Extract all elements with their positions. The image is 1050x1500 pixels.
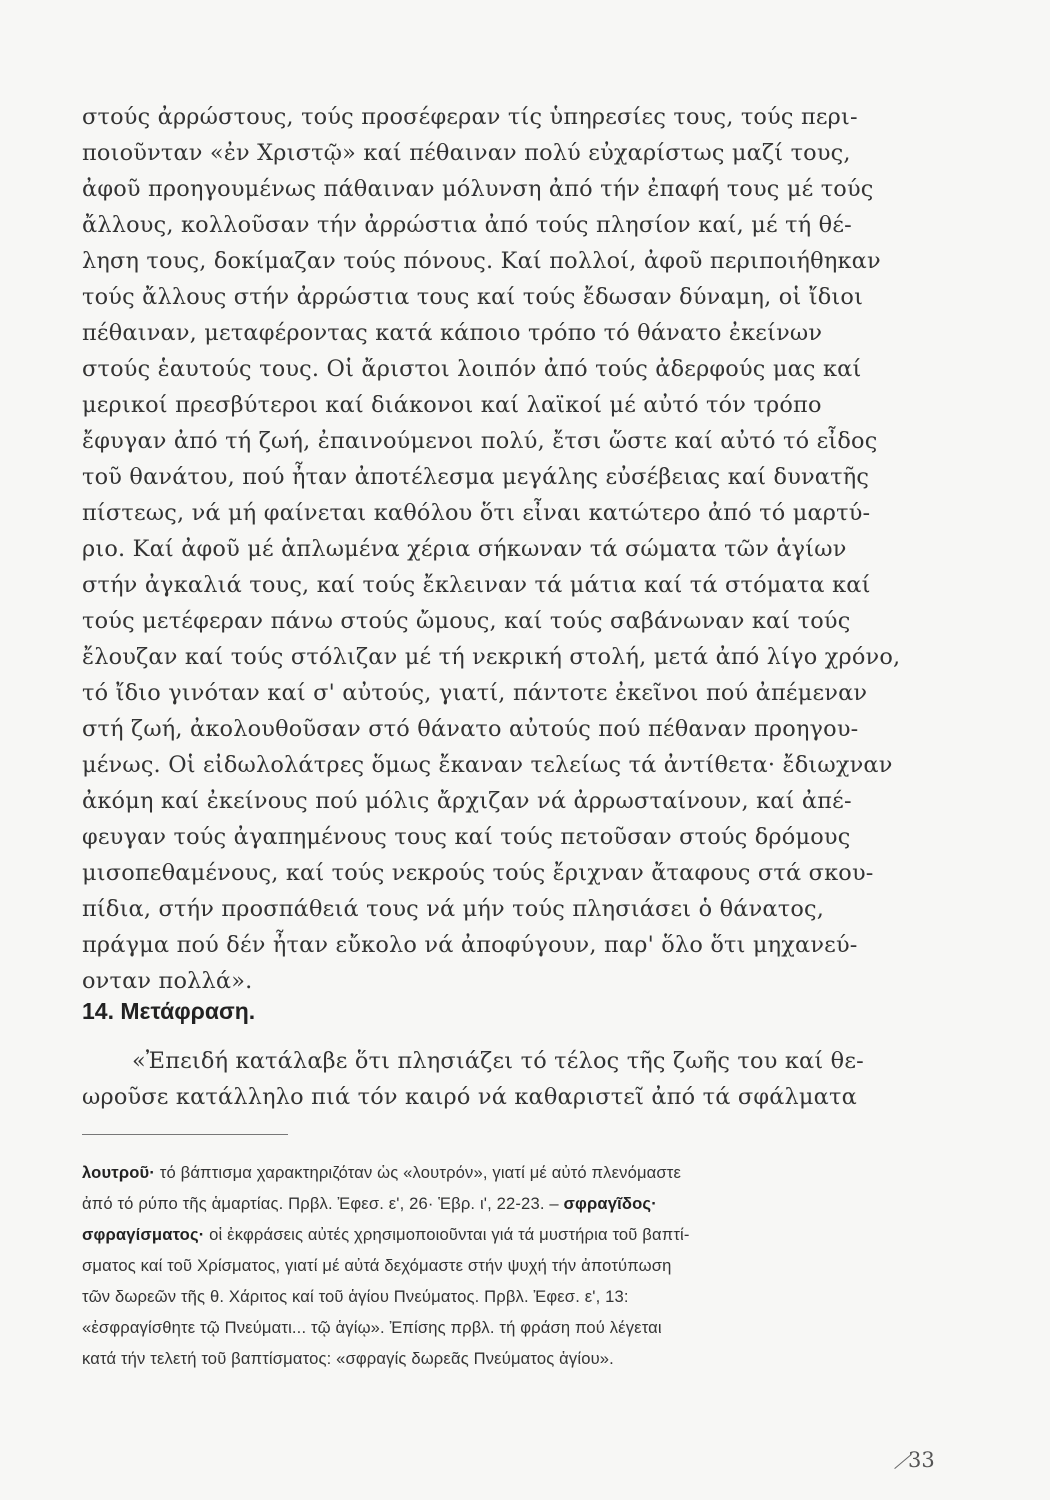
- text-line: φευγαν τούς ἀγαπημένους τους καί τούς πετοῦσαν στούς δρόμους: [82, 824, 851, 850]
- text-line: στήν ἀγκαλιά τους, καί τούς ἔκλειναν τά μάτια καί τά στόματα καί: [82, 572, 871, 598]
- footnote-text: οἱ ἐκφράσεις αὐτές χρησιμοποιοῦνται γιά τά μυστήρια τοῦ βαπτί-: [204, 1225, 690, 1244]
- footnote-line: τῶν δωρεῶν τῆς θ. Χάριτος καί τοῦ ἁγίου Πνεύματος. Πρβλ. Ἐφεσ. ε', 13:: [82, 1287, 629, 1306]
- text-line: ονταν πολλά».: [82, 968, 253, 994]
- text-line: πίστεως, νά μή φαίνεται καθόλου ὅτι εἶναι κατώτερο ἀπό τό μαρτύ-: [82, 500, 871, 526]
- text-line: στούς ἀρρώστους, τούς προσέφεραν τίς ὑπηρεσίες τους, τούς περι-: [82, 104, 858, 130]
- text-line: ωροῦσε κατάλληλο πιά τόν καιρό νά καθαριστεῖ ἀπό τά σφάλματα: [82, 1084, 857, 1110]
- footnote-divider: [82, 1134, 288, 1135]
- footnote-line: [82, 1227, 690, 1244]
- footnote-text: ἀπό τό ρύπο τῆς ἁμαρτίας. Πρβλ. Ἐφεσ. ε', 26· Ἑβρ. ι', 22-23. –: [82, 1194, 564, 1213]
- text-line: πέθαιναν, μεταφέροντας κατά κάποιο τρόπο τό θάνατο ἐκείνων: [82, 320, 823, 346]
- text-line: «Ἐπειδή κατάλαβε ὅτι πλησιάζει τό τέλος τῆς ζωῆς του καί θε-: [132, 1048, 864, 1074]
- text-line: πράγμα πού δέν ἦταν εὔκολο νά ἀποφύγουν, παρ' ὅλο ὅτι μηχανεύ-: [82, 932, 858, 958]
- section-heading: 14. Μετάφραση.: [82, 998, 256, 1024]
- text-line: μένως. Οἱ εἰδωλολάτρες ὅμως ἔκαναν τελείως τά ἀντίθετα· ἔδιωχναν: [82, 752, 893, 778]
- footnote-line: «ἐσφραγίσθητε τῷ Πνεύματι... τῷ ἁγίῳ». Ἐπίσης πρβλ. τή φράση πού λέγεται: [82, 1318, 662, 1337]
- text-line: μισοπεθαμένους, καί τούς νεκρούς τούς ἔριχναν ἄταφους στά σκου-: [82, 860, 874, 886]
- footnote-term: σφραγίσματος·: [82, 1225, 205, 1244]
- text-line: ληση τους, δοκίμαζαν τούς πόνους. Καί πολλοί, ἀφοῦ περιποιήθηκαν: [82, 248, 881, 274]
- text-line: τοῦ θανάτου, πού ἦταν ἀποτέλεσμα μεγάλης εὐσέβειας καί δυνατῆς: [82, 464, 870, 490]
- text-line: ἀκόμη καί ἐκείνους πού μόλις ἄρχιζαν νά ἀρρωσταίνουν, καί ἀπέ-: [82, 788, 852, 814]
- text-line: πίδια, στήν προσπάθειά τους νά μήν τούς πλησιάσει ὁ θάνατος,: [82, 896, 825, 922]
- footnote-line: [82, 1165, 681, 1182]
- footnote-line: σματος καί τοῦ Χρίσματος, γιατί μέ αὐτά δεχόμαστε στήν ψυχή τήν ἀποτύπωση: [82, 1256, 672, 1275]
- text-line: ριο. Καί ἀφοῦ μέ ἁπλωμένα χέρια σήκωναν τά σώματα τῶν ἁγίων: [82, 536, 847, 562]
- text-line: ποιοῦνταν «ἐν Χριστῷ» καί πέθαιναν πολύ εὐχαρίστως μαζί τους,: [82, 140, 851, 166]
- text-line: τούς ἄλλους στήν ἀρρώστια τους καί τούς ἔδωσαν δύναμη, οἱ ἴδιοι: [82, 284, 864, 310]
- footnote-term: σφραγῖδος·: [563, 1194, 657, 1213]
- text-line: ἔφυγαν ἀπό τή ζωή, ἐπαινούμενοι πολύ, ἔτσι ὥστε καί αὐτό τό εἶδος: [82, 428, 878, 454]
- text-line: στούς ἑαυτούς τους. Οἱ ἄριστοι λοιπόν ἀπό τούς ἀδερφούς μας καί: [82, 356, 862, 382]
- text-line: ἀφοῦ προηγουμένως πάθαιναν μόλυνση ἀπό τήν ἐπαφή τους μέ τούς: [82, 176, 874, 202]
- footnote-line: [82, 1196, 657, 1213]
- text-line: ἔλουζαν καί τούς στόλιζαν μέ τή νεκρική στολή, μετά ἀπό λίγο χρόνο,: [82, 644, 901, 670]
- footnote-term: λουτροῦ·: [82, 1163, 156, 1182]
- text-line: ἄλλους, κολλοῦσαν τήν ἀρρώστια ἀπό τούς πλησίον καί, μέ τή θέ-: [82, 212, 852, 238]
- text-line: μερικοί πρεσβύτεροι καί διάκονοι καί λαϊκοί μέ αὐτό τόν τρόπο: [82, 392, 822, 418]
- page-number: [892, 1448, 935, 1472]
- text-line: στή ζωή, ἀκολουθοῦσαν στό θάνατο αὐτούς πού πέθαναν προηγου-: [82, 716, 859, 742]
- text-line: τούς μετέφεραν πάνω στούς ὤμους, καί τούς σαβάνωναν καί τούς: [82, 608, 851, 634]
- footnote-line: κατά τήν τελετή τοῦ βαπτίσματος: «σφραγίς δωρεᾶς Πνεύματος ἁγίου».: [82, 1349, 614, 1368]
- footnote-text: τό βάπτισμα χαρακτηριζόταν ὡς «λουτρόν», γιατί μέ αὐτό πλενόμαστε: [155, 1163, 682, 1182]
- text-line: τό ἴδιο γινόταν καί σ' αὐτούς, γιατί, πάντοτε ἐκεῖνοι πού ἀπέμεναν: [82, 680, 868, 706]
- page-number-value: 33: [908, 1448, 935, 1472]
